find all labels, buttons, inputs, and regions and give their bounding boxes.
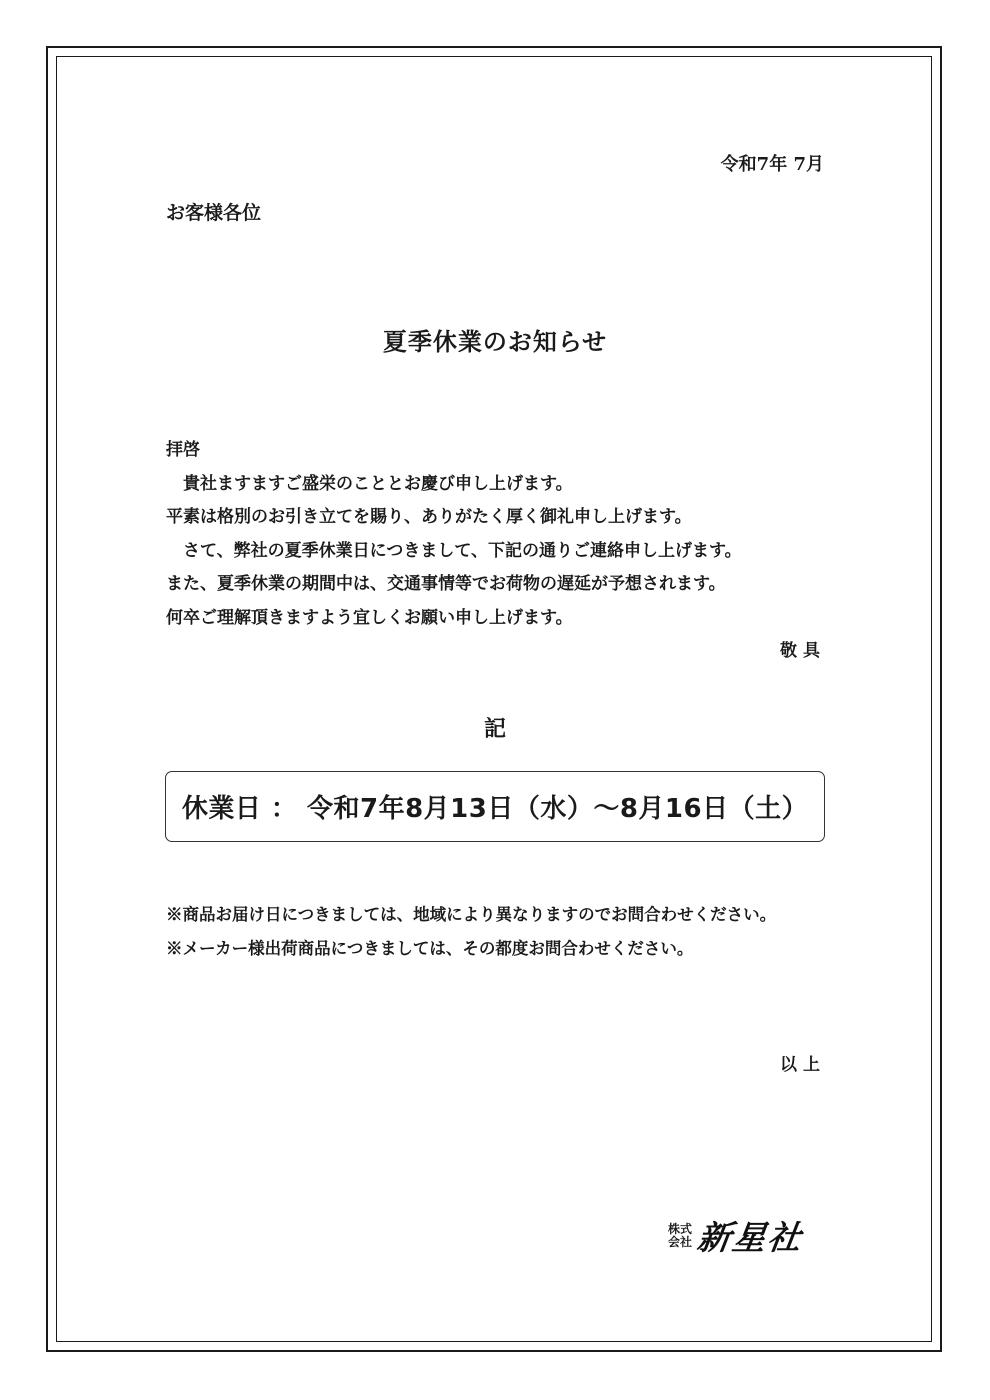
body-line: 平素は格別のお引き立てを賜り、ありがたく厚く御礼申し上げます。 [166, 507, 692, 527]
body-line: 貴社ますますご盛栄のこととお慶び申し上げます。 [166, 473, 573, 494]
company-type [668, 1223, 692, 1249]
body-line: 何卒ご理解頂きますよう宜しくお願い申し上げます。 [166, 607, 573, 628]
addressee: お客様各位 [166, 202, 262, 224]
company-name: 新星社 [694, 1218, 806, 1257]
closing-ijou: 以上 [780, 1055, 826, 1075]
company-type-line2: 会社 [668, 1234, 693, 1249]
holiday-period-text: 休業日 ： 令和7年8月13日（水）～8月16日（土） [181, 794, 809, 824]
company-type-line1: 株式 [668, 1221, 693, 1236]
ki-heading: 記 [483, 716, 506, 742]
letter-date: 令和7年 7月 [720, 154, 824, 175]
body-line: また、夏季休業の期間中は、交通事情等でお荷物の遅延が予想されます。 [166, 574, 726, 594]
note-item: ※メーカー様出荷商品につきましては、その都度お問合わせください。 [166, 939, 694, 958]
body-line: さて、弊社の夏季休業日につきまして、下記の通りご連絡申し上げます。 [166, 540, 742, 561]
notes [166, 898, 776, 966]
holiday-period-box [165, 771, 825, 842]
body-line-haikei: 拝啓 [166, 440, 200, 460]
closing-keigu: 敬具 [780, 641, 826, 661]
notice-title: 夏季休業のお知らせ [382, 328, 608, 356]
company-logo [668, 1212, 806, 1259]
letter-body [166, 434, 742, 635]
note-item: ※商品お届け日につきましては、地域により異なりますのでお問合わせください。 [166, 905, 777, 924]
page-border-inner [56, 56, 932, 1342]
